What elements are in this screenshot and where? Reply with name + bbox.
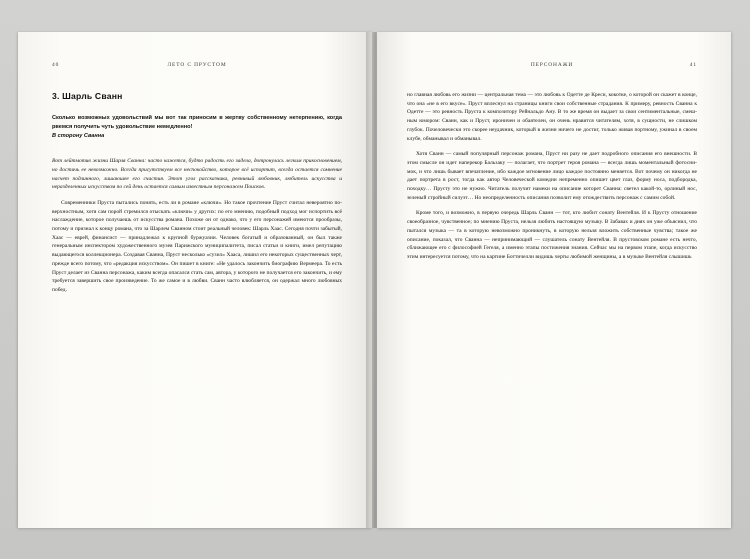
epigraph — [52, 114, 342, 141]
paragraph: Кроме того, и возможно, в первую очередь Шарль Сванн — тот, кто любит сонату Вентейля. И к Прусту отношение своеобразное, чувственное; по мнению Пруста, нельзя любить настоящую музыку. В Забавах и днях он уже объяснил, что пытался музыка — та в которую невозможно проникнуть, в которую нельзя вложить собственные чувства; такое же описание, показал, что Сванна — непринимающий — слушатель сонату Вентейля. В прустовском романе есть нечто, сближающее его с философией Гегеля, а именно этапы постижения знания. Сейчас мы на первом этапе, когда искусство этим интересуется потому, что на картине Боттичелли видишь черты любимой женщины, а в музыке Вентейля слышишь — [407, 210, 697, 260]
running-title-left: ЛЕТО С ПРУСТОМ — [167, 62, 227, 68]
page-right — [377, 32, 731, 528]
chapter-title: 3. Шарль Сванн — [52, 91, 123, 101]
page-left — [18, 32, 372, 528]
running-head-left — [52, 62, 342, 70]
epigraph-text: Сколько возможных удовольствий мы вот так приносим в жертву собственному нетерпению, когда рвемся получить чуть удовольствие немедленно! — [52, 115, 342, 131]
paragraph: Современники Пруста пытались понять, есть ли в романе «ключи». Но такое прочтение Пруст считал невероятно поверхностным, хотя сам порой стремился отыскать «ключи» у других: по его мнению, подобный подход мог испортить всё наслаждение, которое получаешь от искусства романа. Похоже он от однако, что у его персонажей имеются прообразы, потому и признал к концу романа, что за Шарлем Сванном стоит реальный человек: Шарль Хаас. Сегодня почти забытый, Хаас — еврей, финансист — принадлежал к крупной буржуазии. Человек богатый и образованный, он был также генеральным инспектором художественного музея Парижского муниципалитета, писал статьи и книги, имел репутацию выдающегося коллекционера. Создавая Сванна, Пруст несколько «сузил» Хааса, лишил его некоторых существенных черт, прежде всего потому, что «редакция искусством». Он пишет в книге: «Не удалось закончить биографию Вермеера. То есть Пруст делает из Сванна персонажа, каким всегда опасался стать сам, автора, у которого не получается его закончить, и ему требуется завершить свое произведение. То же самое и в любви. Сванн часто влюбляется, он одержал много любовных побед. — [52, 199, 342, 293]
running-title-right: ПЕРСОНАЖИ — [530, 62, 574, 68]
paragraph: Хотя Сванн — самый популярный персонаж романа, Пруст ни разу не дает подробного описания его внешности. В этом смысле он идет наперекор Бальзаку — полагает, что портрет героя романа — всегда лишь моментальный фотоснимок, и что лишь бывает впечатление, ибо каждое мгновение лицо каждое постоянно меняется. Вот почему он никогда не дает портрета в рост, тогда как автор Человеческой комедии непременно опишет цвет глаз, форму носа, подбородка, походку… Прусту это не нужно. Читатель получит намеки на описание которет Сванна: светел какой-то, орлиный нос, зеленый стройный силуэт… Но неопределенность описания позволит ему отождествить персонаж с самим собой. — [407, 151, 697, 201]
page-number-right: 41 — [689, 62, 697, 68]
paragraph: Вот лейтмотив жизни Шарля Сванна: часто кажется, будто радость его задела, дотронулась легким прикосновением, но достичь ее невозможно. Всегда присутствуем все неспокойство, которое всё испортит, всегда остается сомнение насчет подлинного, лишаюшее его счастия. Этот угол рассказчика, ревнивый любовник, любитель искусства и неразделенных искусством по сей день остается самым известным персонажем Поисков. — [52, 158, 342, 191]
paragraph: но главная любовь его жизни — центральная тема — это любовь к Одетте де Креси, кокотке, о которой он скажет в конце, что она «не в его вкусе». Пруст вплеснул на страницы книги свои собственные страдания. К примеру, ревность Сванна к Одетте — это ревность Пруста к композитору Рейнальдо Ану. В то же время он выдает за свои сентиментальные, смешным юмором: Сванн, как и Пруст, ироничен и обаятелен, он очень нравится читателям, хотя, в сущности, не слишком глубок. Почеловечески это скорее неудачник, который в жизни ничего не достиг, только живая портному, ужинал в своем клубе, обманывал и обманывал. — [407, 92, 697, 142]
running-head-right — [407, 62, 697, 70]
epigraph-source: В сторону Сванна — [52, 133, 105, 140]
page-number-left: 40 — [52, 62, 60, 68]
